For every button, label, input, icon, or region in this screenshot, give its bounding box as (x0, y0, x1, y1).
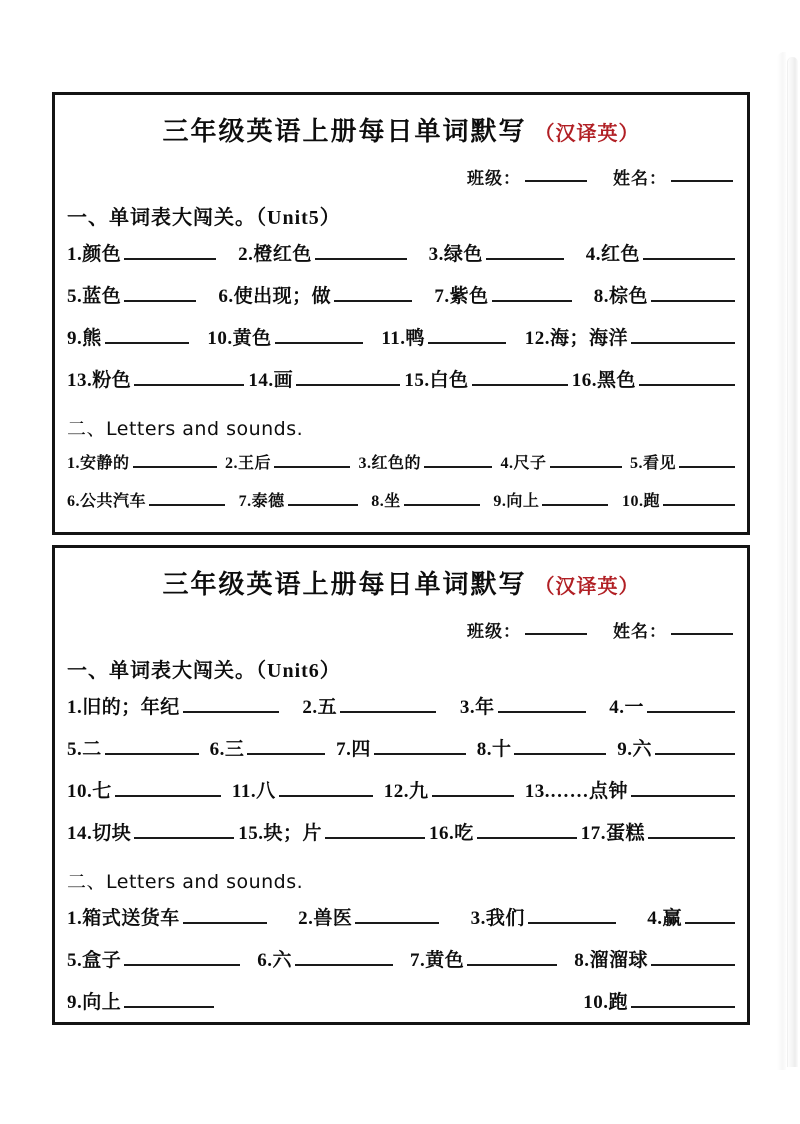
answer-blank[interactable] (663, 490, 735, 506)
question-word: 七 (92, 781, 112, 802)
question-label: 11. (381, 328, 406, 349)
question-row (67, 445, 735, 483)
question-word: 二 (82, 739, 102, 760)
question-label: 12. (524, 328, 550, 349)
question-item (404, 360, 567, 402)
question-item (617, 729, 735, 771)
answer-blank[interactable] (631, 989, 735, 1008)
answer-blank[interactable] (149, 490, 225, 506)
question-item (67, 360, 244, 402)
class-field[interactable] (467, 617, 587, 642)
answer-blank[interactable] (124, 989, 214, 1008)
answer-blank[interactable] (124, 241, 216, 260)
question-label: 2. (225, 455, 238, 472)
answer-blank[interactable] (315, 241, 407, 260)
answer-blank[interactable] (275, 325, 363, 344)
question-word: 三 (224, 739, 245, 760)
worksheet-title: 三年级英语上册每日单词默写 (162, 117, 527, 146)
question-word: 颜色 (82, 244, 122, 265)
answer-blank[interactable] (134, 367, 244, 386)
question-item (302, 687, 436, 729)
question-row (67, 982, 735, 1024)
answer-blank[interactable] (133, 452, 217, 468)
question-label: 10. (622, 493, 644, 510)
question-word: 四 (351, 739, 371, 760)
name-field-blank[interactable] (671, 633, 733, 635)
question-label: 6. (209, 739, 225, 760)
question-item (384, 771, 514, 813)
question-label: 3. (358, 455, 372, 472)
question-word: 六 (632, 739, 653, 760)
question-label: 14. (248, 370, 274, 391)
name-field[interactable] (613, 164, 733, 189)
question-label: 8. (593, 286, 609, 307)
answer-blank[interactable] (643, 241, 735, 260)
worksheet-title-row (67, 564, 735, 601)
question-label: 7. (336, 739, 352, 760)
question-word: 六 (272, 950, 293, 971)
question-word: 赢 (662, 908, 682, 929)
question-label: 10. (67, 781, 93, 802)
question-label: 9. (493, 493, 507, 510)
question-word: 安静的 (80, 455, 130, 472)
question-word: 我们 (485, 908, 525, 929)
question-item (257, 940, 393, 982)
question-word: 跑 (608, 992, 628, 1013)
question-word: 王后 (238, 455, 272, 472)
question-label: 14. (67, 823, 93, 844)
question-word: 溜溜球 (589, 950, 649, 971)
question-word: 鸭 (405, 328, 426, 349)
question-word: 吃 (454, 823, 474, 844)
question-word: 红色 (600, 244, 640, 265)
question-item (477, 729, 607, 771)
question-word: 公共汽车 (80, 493, 147, 510)
question-item (67, 982, 214, 1024)
question-word: 五 (317, 697, 338, 718)
question-label: 7. (434, 286, 450, 307)
name-field-label: 姓名： (613, 622, 667, 641)
answer-blank[interactable] (631, 778, 735, 797)
question-label: 9. (617, 739, 633, 760)
answer-blank[interactable] (374, 736, 466, 755)
question-word: 粉色 (92, 370, 132, 391)
question-item (501, 445, 622, 483)
question-word: 尺子 (513, 455, 547, 472)
question-item (493, 483, 608, 521)
answer-blank[interactable] (296, 367, 400, 386)
question-item (238, 813, 425, 855)
answer-blank[interactable] (651, 283, 735, 302)
question-item (429, 234, 564, 276)
question-word: 盒子 (82, 950, 122, 971)
question-item (218, 276, 412, 318)
question-word: 黄色 (425, 950, 465, 971)
question-item (410, 940, 557, 982)
name-field-blank[interactable] (671, 180, 733, 182)
question-item (67, 318, 189, 360)
answer-blank[interactable] (274, 452, 350, 468)
answer-blank[interactable] (279, 778, 373, 797)
name-field[interactable] (613, 617, 733, 642)
answer-blank[interactable] (105, 736, 199, 755)
question-item (67, 898, 267, 940)
worksheet-card-1 (52, 92, 750, 535)
answer-blank[interactable] (631, 325, 735, 344)
question-row (67, 483, 735, 521)
name-field-label: 姓名： (613, 169, 667, 188)
question-label: 2. (302, 697, 318, 718)
question-word: 画 (273, 370, 294, 391)
question-word: 兽医 (313, 908, 353, 929)
question-label: 15. (404, 370, 430, 391)
scrollbar-track-outer[interactable] (777, 52, 786, 1070)
question-item (336, 729, 466, 771)
question-item (67, 687, 279, 729)
question-item (67, 445, 217, 483)
question-item (207, 318, 362, 360)
question-item (574, 940, 735, 982)
question-label: 6. (218, 286, 234, 307)
scrollbar-track[interactable] (787, 57, 798, 1067)
question-word: 蓝色 (82, 286, 122, 307)
answer-blank[interactable] (486, 241, 564, 260)
question-word: 十 (491, 739, 512, 760)
question-item (298, 898, 439, 940)
answer-blank[interactable] (432, 778, 514, 797)
question-item (238, 234, 407, 276)
question-item (586, 234, 735, 276)
answer-blank[interactable] (651, 947, 735, 966)
question-item (67, 771, 221, 813)
question-word: 向上 (82, 992, 122, 1013)
question-label: 16. (429, 823, 455, 844)
question-label: 8. (476, 739, 492, 760)
question-row (67, 898, 735, 940)
question-item (359, 445, 493, 483)
question-row (67, 276, 735, 318)
question-label: 5. (67, 739, 83, 760)
worksheet-title-annotation: （汉译英） (534, 576, 640, 598)
worksheet-title-annotation: （汉译英） (534, 123, 640, 145)
question-item (232, 771, 373, 813)
question-row (67, 771, 735, 813)
question-word: 块；片 (263, 823, 323, 844)
question-word: 坐 (384, 493, 401, 510)
question-label: 6. (257, 950, 273, 971)
section-heading-2: 二、Letters and sounds. (67, 418, 304, 440)
question-item (594, 276, 735, 318)
question-item (460, 687, 586, 729)
question-word: 向上 (506, 493, 540, 510)
question-word: 一 (624, 697, 644, 718)
answer-blank[interactable] (105, 325, 189, 344)
answer-blank[interactable] (648, 820, 735, 839)
question-label: 3. (470, 908, 486, 929)
question-item (572, 360, 735, 402)
answer-blank[interactable] (288, 490, 358, 506)
answer-blank[interactable] (428, 325, 506, 344)
question-label: 1. (67, 697, 83, 718)
section-heading-1: 一、单词表大闯关。（Unit5） (67, 207, 341, 229)
question-label: 17. (580, 823, 607, 844)
answer-blank[interactable] (183, 694, 279, 713)
question-label: 8. (371, 493, 385, 510)
question-word: 红色的 (371, 455, 422, 472)
question-word: 紫色 (449, 286, 489, 307)
student-meta-row (67, 164, 735, 189)
question-label: 1. (67, 455, 80, 472)
question-word: 棕色 (608, 286, 648, 307)
question-word: 黄色 (232, 328, 272, 349)
question-label: 5. (67, 286, 83, 307)
answer-blank[interactable] (334, 283, 412, 302)
answer-blank[interactable] (528, 905, 616, 924)
question-item (581, 813, 735, 855)
question-word: 橙红色 (253, 244, 312, 265)
answer-blank[interactable] (492, 283, 572, 302)
question-row (67, 360, 735, 402)
question-row (67, 234, 735, 276)
class-field-label: 班级： (467, 622, 521, 641)
question-label: 4. (500, 455, 514, 472)
question-item (381, 318, 506, 360)
question-word: 泰德 (251, 493, 285, 510)
question-word: 跑 (643, 493, 661, 510)
question-word: 九 (409, 781, 429, 802)
answer-blank[interactable] (467, 947, 557, 966)
answer-blank[interactable] (247, 736, 325, 755)
answer-blank[interactable] (639, 367, 735, 386)
question-label: 3. (459, 697, 476, 718)
question-item (239, 483, 358, 521)
question-label: 4. (585, 244, 601, 265)
question-label: 9. (67, 992, 83, 1013)
answer-blank[interactable] (124, 947, 240, 966)
question-item (371, 483, 480, 521)
answer-blank[interactable] (477, 820, 577, 839)
question-row (67, 729, 735, 771)
question-word: 旧的；年纪 (82, 697, 180, 718)
question-item (622, 483, 735, 521)
question-item (434, 276, 571, 318)
answer-blank[interactable] (685, 905, 735, 924)
question-label: 13. (67, 370, 93, 391)
question-item (647, 898, 735, 940)
question-label: 15. (238, 823, 264, 844)
question-word: 蛋糕 (606, 823, 646, 844)
answer-blank[interactable] (340, 694, 436, 713)
class-field-blank[interactable] (525, 633, 587, 635)
class-field[interactable] (467, 164, 587, 189)
question-label: 2. (298, 908, 314, 929)
question-label: 13. (524, 781, 550, 802)
question-label: 5. (67, 950, 83, 971)
answer-blank[interactable] (550, 452, 622, 468)
question-row (67, 940, 735, 982)
question-row (67, 318, 735, 360)
answer-blank[interactable] (295, 947, 393, 966)
question-word: 绿色 (443, 244, 483, 265)
question-label: 10. (207, 328, 233, 349)
question-item (67, 813, 234, 855)
question-item (67, 234, 216, 276)
answer-blank[interactable] (134, 820, 234, 839)
question-word: 看见 (643, 455, 677, 472)
class-field-label: 班级： (467, 169, 521, 188)
answer-blank[interactable] (124, 283, 196, 302)
question-row (67, 687, 735, 729)
answer-blank[interactable] (647, 694, 735, 713)
question-word: 海；海洋 (549, 328, 628, 349)
answer-blank[interactable] (498, 694, 586, 713)
answer-blank[interactable] (355, 905, 439, 924)
question-item (67, 276, 196, 318)
answer-blank[interactable] (404, 490, 480, 506)
question-item (609, 687, 735, 729)
section-heading-1: 一、单词表大闯关。（Unit6） (67, 660, 341, 682)
question-label: 16. (571, 370, 597, 391)
question-item (67, 483, 225, 521)
question-item (429, 813, 577, 855)
question-label: 1. (67, 908, 83, 929)
question-label: 12. (383, 781, 410, 802)
answer-blank[interactable] (655, 736, 735, 755)
answer-blank[interactable] (115, 778, 221, 797)
question-item (225, 445, 350, 483)
worksheet-card-2 (52, 545, 750, 1025)
question-label: 11. (231, 781, 257, 802)
question-item (248, 360, 400, 402)
question-word: 使出现；做 (233, 286, 332, 307)
question-label: 1. (67, 244, 83, 265)
question-label: 3. (428, 244, 444, 265)
question-row (67, 813, 735, 855)
question-item (210, 729, 326, 771)
question-label: 9. (67, 328, 83, 349)
worksheet-title-row (67, 111, 735, 148)
question-item (525, 318, 735, 360)
question-word: 箱式送货车 (82, 908, 180, 929)
question-label: 8. (574, 950, 590, 971)
answer-blank[interactable] (183, 905, 267, 924)
question-word: 黑色 (596, 370, 636, 391)
question-label: 7. (410, 950, 426, 971)
question-item (67, 729, 199, 771)
question-item (630, 445, 735, 483)
worksheet-title: 三年级英语上册每日单词默写 (162, 570, 527, 599)
question-label: 2. (238, 244, 254, 265)
question-word: 八 (256, 781, 276, 802)
answer-blank[interactable] (679, 452, 735, 468)
answer-blank[interactable] (424, 452, 492, 468)
question-word: 白色 (429, 370, 469, 391)
question-word: 年 (475, 697, 495, 718)
question-word: ……点钟 (549, 781, 628, 802)
question-word: 切块 (92, 823, 132, 844)
answer-blank[interactable] (325, 820, 425, 839)
question-item (67, 940, 240, 982)
question-item (583, 982, 735, 1024)
answer-blank[interactable] (472, 367, 568, 386)
section-heading-2: 二、Letters and sounds. (67, 871, 304, 893)
question-label: 4. (609, 697, 625, 718)
question-word: 熊 (82, 328, 102, 349)
question-label: 7. (238, 493, 252, 510)
question-label: 4. (647, 908, 663, 929)
question-label: 10. (583, 992, 609, 1013)
answer-blank[interactable] (514, 736, 606, 755)
answer-blank[interactable] (542, 490, 608, 506)
class-field-blank[interactable] (525, 180, 587, 182)
question-label: 6. (67, 493, 80, 510)
student-meta-row (67, 617, 735, 642)
question-item (471, 898, 616, 940)
question-item (525, 771, 735, 813)
question-label: 5. (630, 455, 643, 472)
